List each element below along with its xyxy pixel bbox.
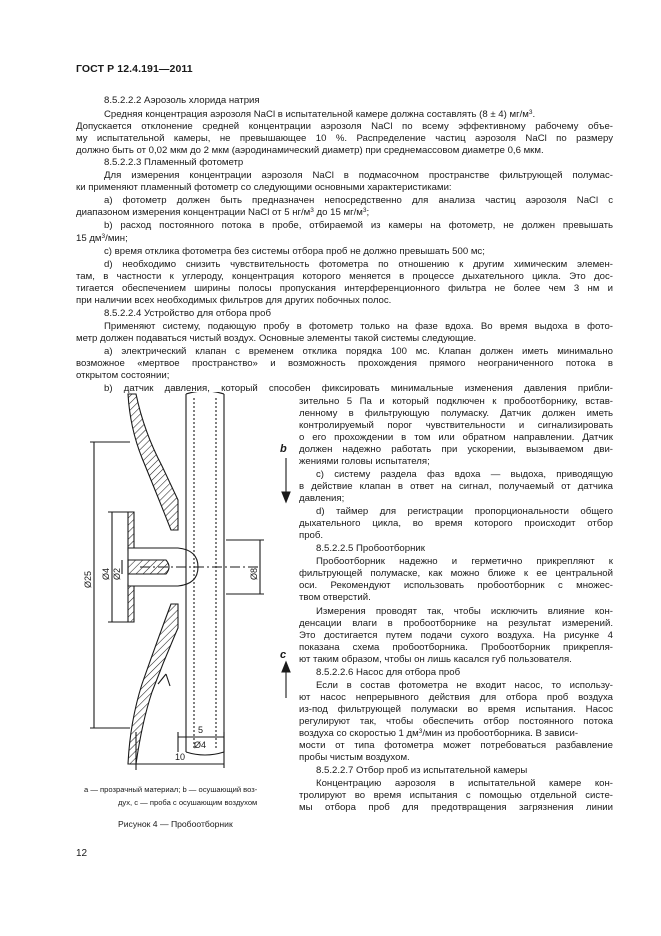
list-item-b-cont: жениями головы испытателя;: [299, 456, 430, 467]
dim-d8: Ø8: [249, 567, 259, 580]
paragraph-line: денсации влаги в пробоотборнике на результат измерений.: [299, 618, 613, 629]
paragraph-line: му испытательной камеры, не превышающее 10 %. Распределение частиц аэрозоля NaCl по размеру: [76, 133, 613, 144]
list-item-b-cont: ленному в фильтрующую полумаску. Датчик должен иметь: [299, 408, 613, 419]
paragraph-line: ют насос непрерывного действия для отбора проб воздуха: [299, 692, 613, 703]
section-heading-8.5.2.2.6: 8.5.2.2.6 Насос для отбора проб: [316, 667, 461, 678]
paragraph-line: регулируют так, чтобы обеспечить отбор постоянного потока: [299, 716, 613, 727]
list-item-d-cont: проб.: [299, 530, 324, 541]
paragraph-line: фильтрующей полумаске, как можно ближе к ее центральной: [299, 568, 613, 579]
section-heading-8.5.2.2.4: 8.5.2.2.4 Устройство для отбора проб: [104, 308, 271, 319]
paragraph-line: должно быть от 0,02 мкм до 2 мкм (аэродинамический диаметр) при среднемассовом диаметре 0,6 мкм.: [76, 145, 544, 156]
list-item-b: b) датчик давления, который способен фиксировать минимальные изменения давления прибли-: [104, 383, 613, 394]
dim-5: 5: [198, 725, 204, 735]
paragraph-line: воздуха со скоростью 1 $дм^3$/мин из пробоотборника. В зависи-: [299, 728, 579, 739]
dim-d4: Ø4: [101, 567, 111, 580]
paragraph-line: мы отбора проб для предотвращения загрязнения линии: [299, 802, 613, 813]
list-item-b-cont: должен надежно работать при ускорении, вызываемом дви-: [299, 444, 613, 455]
paragraph-line: Концентрацию аэрозоля в испытательной камере кон-: [316, 778, 613, 789]
list-item-c-cont: в действие клапан в ответ на сигнал, получаемый от датчика: [299, 481, 613, 492]
document-header: ГОСТ Р 12.4.191—2011: [76, 63, 193, 75]
paragraph-line: метр должен подаваться чистый воздух. Основные элементы такой системы следующие.: [76, 333, 477, 344]
page-number: 12: [76, 848, 88, 859]
dim-d4-bottom: Ø4: [194, 740, 207, 750]
paragraph-line: Средняя концентрация аэрозоля NaCl в испытательной камере должна составлять (8 ± 4) $мг/м^3$.: [104, 109, 536, 120]
paragraph-line: Допускается отклонение средней концентрации аэрозоля NaCl по всему эффективному рабочему объе-: [76, 121, 613, 132]
list-item-b-cont: контролируемый порог чувствительности и сигнализировать: [299, 420, 613, 431]
figure-legend-line: дух, c — проба с осушающим воздухом: [118, 798, 258, 807]
probe-sleeve-lower: [128, 584, 134, 622]
figure-title: Рисунок 4 — Пробоотборник: [118, 819, 233, 829]
dim-d2: Ø2: [112, 567, 122, 580]
list-item-c-cont: давления;: [299, 493, 345, 504]
list-item-b-cont: 15 $дм^3$/мин;: [76, 233, 128, 244]
list-item-c: c) систему раздела фаз вдоха — выдоха, приводящую: [316, 469, 613, 480]
dim-d25: Ø25: [83, 570, 93, 588]
probe-sleeve-upper: [128, 512, 134, 550]
list-item-a: a) фотометр должен быть предназначен непосредственно для анализа частиц аэрозоля NaCl с: [104, 195, 613, 206]
paragraph-line: пробы чистым воздухом.: [299, 752, 410, 763]
paragraph-line: твом отверстий.: [299, 592, 371, 603]
paragraph-line: мости от типа фотометра может потребоваться разбавление: [299, 740, 613, 751]
section-heading-8.5.2.2.7: 8.5.2.2.7 Отбор проб из испытательной камеры: [316, 765, 528, 776]
list-item-d: d) таймер для регистрации пропорциональности общего: [316, 506, 613, 517]
list-item-b-cont: зительно 5 Па и который подключен к пробоотборнику, встав-: [299, 396, 613, 407]
list-item-d-cont: дыхательного цикла, во время которого происходит отбор: [299, 518, 613, 529]
paragraph-line: Для измерения концентрации аэрозоля NaCl в подмасочном пространстве фильтрующей полумас-: [104, 170, 613, 181]
section-heading-8.5.2.2.5: 8.5.2.2.5 Пробоотборник: [316, 543, 425, 554]
paragraph-line: Применяют систему, подающую пробу в фотометр только на фазе вдоха. Во время выдоха в фото-: [104, 321, 613, 332]
list-item-d-cont: при наличии всех необходимых фильтров для других побочных полос.: [76, 295, 392, 306]
list-item-a: a) электрический клапан с временем отклика порядка 100 мс. Клапан должен иметь минимально: [104, 346, 613, 357]
paragraph-line: показана схема пробоотборника. Пробоотборник прикрепля-: [299, 642, 613, 653]
list-item-a-cont: открытом состоянии;: [76, 370, 170, 381]
flow-arrow-left: [158, 674, 170, 686]
list-item-a-cont: возможное «мертвое пространство» и возможность прохождения прямого неограниченного потока в: [76, 358, 613, 369]
list-item-d-cont: тигается обеспечением ширины полосы пропускания интерференционного фильтра не более чем 3 нм и: [76, 283, 613, 294]
probe-tube-top: [186, 392, 224, 394]
paragraph-line: Это достигается путем подачи сухого воздуха. На рисунке 4: [299, 630, 613, 641]
paragraph-line: ют таким образом, чтобы он лишь касался губ пользователя.: [299, 654, 572, 665]
probe-tube-bottom: [186, 752, 224, 755]
paragraph-line: Если в состав фотометра не входит насос, то использу-: [316, 680, 613, 691]
figure-sampling-probe: [70, 392, 296, 770]
paragraph-line: ки применяют пламенный фотометр со следующими основными характеристиками:: [76, 182, 452, 193]
list-item-b-cont: о его прохождении в том или обратном направлении. Датчик: [299, 432, 613, 443]
dim-10: 10: [175, 752, 186, 762]
arrow-b-head: [282, 492, 290, 502]
list-item-d: d) необходимо снизить чувствительность фотометра по отношению к другим химическим элемен-: [104, 259, 613, 270]
list-item-c: c) время отклика фотометра без системы отбора проб не должно превышать 500 мс;: [104, 246, 485, 257]
paragraph-line: оси. Рекомендуют использовать пробоотборник с множес-: [299, 580, 613, 591]
mask-wall-upper: [128, 394, 178, 530]
section-heading-8.5.2.2.3: 8.5.2.2.3 Пламенный фотометр: [104, 157, 244, 168]
paragraph-line: тролируют во время испытания с помощью отдельной систе-: [299, 790, 613, 801]
figure-legend-line: a — прозрачный материал; b — осушающий воз-: [84, 785, 258, 794]
section-heading-8.5.2.2.2: 8.5.2.2.2 Аэрозоль хлорида натрия: [104, 95, 260, 106]
paragraph-line: Измерения проводят так, чтобы исключить влияние кон-: [316, 606, 613, 617]
label-c: c: [280, 649, 287, 661]
list-item-d-cont: там, в частности к углероду, концентрация которого меняется в процессе дыхательного цикла. Это дос-: [76, 271, 613, 282]
list-item-b: b) расход постоянного потока в пробе, отбираемой из камеры на фотометр, не должен превышать: [104, 220, 613, 231]
paragraph-line: Пробоотборник надежно и герметично прикрепляют к: [316, 556, 613, 567]
arrow-c-head: [282, 662, 290, 672]
label-b: b: [280, 443, 287, 455]
paragraph-line: из-под фильтрующей полумаски во время испытания. Насос: [299, 704, 613, 715]
list-item-a-cont: диапазоном измерения концентрации NaCl от 5 $нг/м^3$ до 15 $мг/м^3$;: [76, 207, 370, 218]
